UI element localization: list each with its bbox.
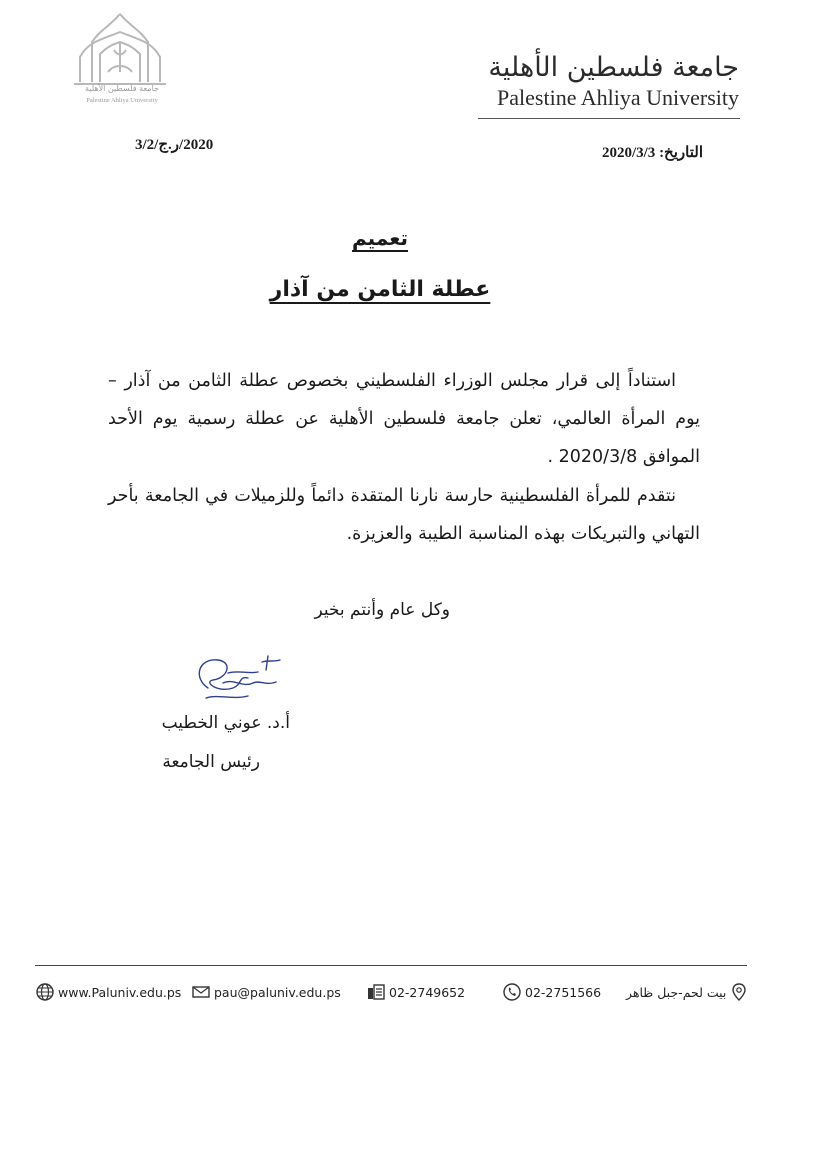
- body-paragraph-1: استناداً إلى قرار مجلس الوزراء الفلسطيني بخصوص عطلة الثامن من آذار – يوم المرأة العالمي، تعلن جامعة فلسطين الأهلية عن عطلة رسمية يوم الأحد الموافق 2020/3/8 .: [108, 371, 700, 467]
- handwritten-signature: [188, 648, 288, 708]
- footer-fax: [367, 983, 465, 1001]
- email-text: pau@paluniv.edu.ps: [214, 984, 341, 1000]
- globe-icon: [36, 983, 54, 1001]
- body-paragraph-2: نتقدم للمرأة الفلسطينية حارسة نارنا المتقدة دائماً وللزميلات في الجامعة بأحر التهاني والتبريكات بهذه المناسبة الطيبة والعزيزة.: [108, 486, 700, 544]
- university-name-arabic: جامعة فلسطين الأهلية: [488, 52, 739, 83]
- logo-arabic-text: جامعة فلسطين الأهلية: [85, 84, 159, 93]
- location-pin-icon: [730, 983, 748, 1001]
- document-subject: عطلة الثامن من آذار: [269, 277, 491, 302]
- header-divider: [478, 118, 740, 119]
- address-text: بيت لحم-جبل ظاهر: [626, 984, 727, 1000]
- footer-email[interactable]: [192, 983, 341, 1001]
- fax-icon: [367, 983, 385, 1001]
- signer-title: رئيس الجامعة: [162, 752, 260, 772]
- document-date: التاريخ: 2020/3/3: [601, 145, 703, 161]
- closing-greeting: وكل عام وأنتم بخير: [314, 600, 450, 620]
- signer-name: أ.د. عوني الخطيب: [161, 713, 290, 733]
- reference-number: 2020/ر.ج/3/2: [135, 137, 214, 153]
- footer-divider: [35, 965, 747, 966]
- footer-address: [626, 983, 748, 1001]
- footer-website[interactable]: [36, 983, 181, 1001]
- envelope-icon: [192, 983, 210, 1001]
- university-name-english: Palestine Ahliya University: [497, 85, 739, 110]
- document-heading: تعميم: [351, 226, 409, 250]
- footer-phone: [503, 983, 601, 1001]
- phone-text: 02-2751566: [525, 984, 602, 1000]
- fax-text: 02-2749652: [389, 984, 466, 1000]
- phone-icon: [503, 983, 521, 1001]
- logo-english-text: Palestine Ahliya University: [86, 97, 158, 104]
- website-text: www.Paluniv.edu.ps: [58, 984, 182, 1000]
